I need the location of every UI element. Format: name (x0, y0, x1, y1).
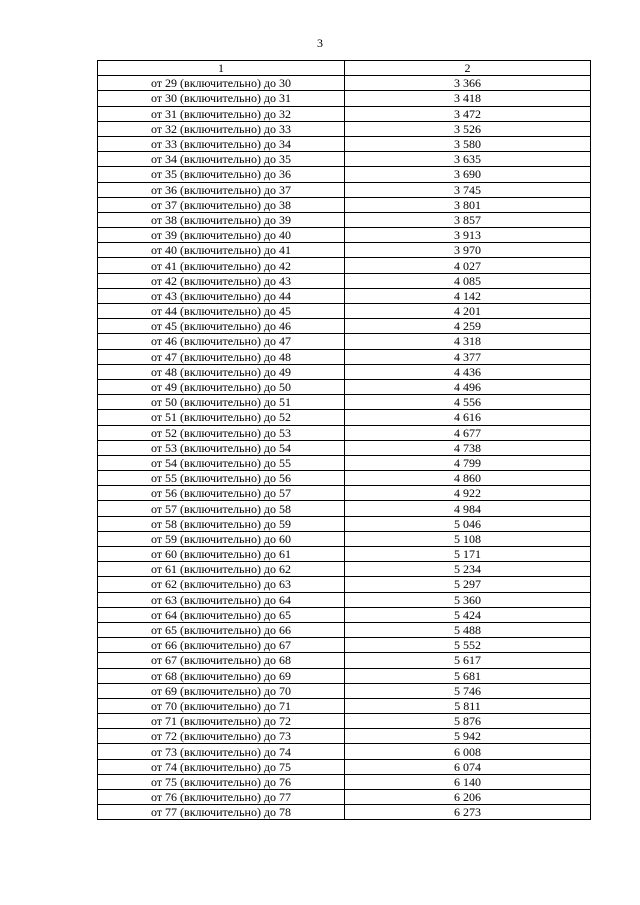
data-table (97, 60, 591, 820)
value-cell: 3 745 (345, 182, 591, 197)
table-row (98, 683, 591, 698)
value-cell: 3 526 (345, 121, 591, 136)
value-cell: 4 860 (345, 471, 591, 486)
range-cell: от 53 (включительно) до 54 (98, 440, 345, 455)
table-body (98, 61, 591, 820)
value-cell: 5 617 (345, 653, 591, 668)
column-header-1: 1 (98, 61, 345, 76)
table-row (98, 106, 591, 121)
range-cell: от 29 (включительно) до 30 (98, 76, 345, 91)
range-cell: от 58 (включительно) до 59 (98, 516, 345, 531)
value-cell: 3 472 (345, 106, 591, 121)
range-cell: от 61 (включительно) до 62 (98, 562, 345, 577)
range-cell: от 42 (включительно) до 43 (98, 273, 345, 288)
value-cell: 3 801 (345, 197, 591, 212)
value-cell: 4 259 (345, 319, 591, 334)
table-row (98, 744, 591, 759)
value-cell: 4 616 (345, 410, 591, 425)
range-cell: от 33 (включительно) до 34 (98, 136, 345, 151)
table-row (98, 759, 591, 774)
range-cell: от 70 (включительно) до 71 (98, 698, 345, 713)
value-cell: 5 488 (345, 622, 591, 637)
table-row (98, 729, 591, 744)
range-cell: от 60 (включительно) до 61 (98, 547, 345, 562)
range-cell: от 41 (включительно) до 42 (98, 258, 345, 273)
value-cell: 4 201 (345, 304, 591, 319)
page-number: 3 (317, 36, 323, 50)
value-cell: 5 811 (345, 698, 591, 713)
table-row (98, 805, 591, 820)
value-cell: 4 738 (345, 440, 591, 455)
range-cell: от 45 (включительно) до 46 (98, 319, 345, 334)
table-row (98, 516, 591, 531)
value-cell: 6 008 (345, 744, 591, 759)
range-cell: от 38 (включительно) до 39 (98, 212, 345, 227)
range-cell: от 35 (включительно) до 36 (98, 167, 345, 182)
table-row (98, 364, 591, 379)
table-row (98, 121, 591, 136)
range-cell: от 76 (включительно) до 77 (98, 790, 345, 805)
table-row (98, 531, 591, 546)
table-row (98, 471, 591, 486)
range-cell: от 74 (включительно) до 75 (98, 759, 345, 774)
value-cell: 4 377 (345, 349, 591, 364)
value-cell: 4 556 (345, 395, 591, 410)
value-cell: 6 206 (345, 790, 591, 805)
table-row (98, 501, 591, 516)
table-row (98, 668, 591, 683)
range-cell: от 67 (включительно) до 68 (98, 653, 345, 668)
value-cell: 5 424 (345, 607, 591, 622)
value-cell: 4 496 (345, 379, 591, 394)
table-row (98, 212, 591, 227)
table-row (98, 258, 591, 273)
range-cell: от 54 (включительно) до 55 (98, 455, 345, 470)
value-cell: 5 552 (345, 638, 591, 653)
range-cell: от 73 (включительно) до 74 (98, 744, 345, 759)
value-cell: 4 318 (345, 334, 591, 349)
table-row (98, 440, 591, 455)
table-row (98, 547, 591, 562)
range-cell: от 31 (включительно) до 32 (98, 106, 345, 121)
range-cell: от 40 (включительно) до 41 (98, 243, 345, 258)
table-row (98, 334, 591, 349)
range-cell: от 63 (включительно) до 64 (98, 592, 345, 607)
range-cell: от 48 (включительно) до 49 (98, 364, 345, 379)
range-cell: от 43 (включительно) до 44 (98, 288, 345, 303)
table-row (98, 167, 591, 182)
value-cell: 5 046 (345, 516, 591, 531)
table-row (98, 273, 591, 288)
table-row (98, 653, 591, 668)
value-cell: 5 746 (345, 683, 591, 698)
value-cell: 5 360 (345, 592, 591, 607)
table-row (98, 790, 591, 805)
table-row (98, 152, 591, 167)
range-cell: от 36 (включительно) до 37 (98, 182, 345, 197)
table-row (98, 243, 591, 258)
table-row (98, 425, 591, 440)
value-cell: 5 234 (345, 562, 591, 577)
value-cell: 4 142 (345, 288, 591, 303)
value-cell: 4 799 (345, 455, 591, 470)
table-row (98, 304, 591, 319)
table-row (98, 455, 591, 470)
table-row (98, 774, 591, 789)
table-row (98, 607, 591, 622)
range-cell: от 39 (включительно) до 40 (98, 228, 345, 243)
range-cell: от 46 (включительно) до 47 (98, 334, 345, 349)
value-cell: 3 418 (345, 91, 591, 106)
range-cell: от 72 (включительно) до 73 (98, 729, 345, 744)
range-cell: от 57 (включительно) до 58 (98, 501, 345, 516)
value-cell: 4 027 (345, 258, 591, 273)
table-row (98, 182, 591, 197)
range-cell: от 56 (включительно) до 57 (98, 486, 345, 501)
value-cell: 4 085 (345, 273, 591, 288)
table-row (98, 410, 591, 425)
value-cell: 5 297 (345, 577, 591, 592)
range-cell: от 66 (включительно) до 67 (98, 638, 345, 653)
value-cell: 5 108 (345, 531, 591, 546)
range-cell: от 65 (включительно) до 66 (98, 622, 345, 637)
table-row (98, 197, 591, 212)
table-row (98, 486, 591, 501)
range-cell: от 75 (включительно) до 76 (98, 774, 345, 789)
value-cell: 3 635 (345, 152, 591, 167)
value-cell: 3 366 (345, 76, 591, 91)
table-row (98, 319, 591, 334)
table-row (98, 592, 591, 607)
value-cell: 6 273 (345, 805, 591, 820)
value-cell: 6 140 (345, 774, 591, 789)
table-row (98, 91, 591, 106)
value-cell: 5 171 (345, 547, 591, 562)
value-cell: 3 580 (345, 136, 591, 151)
table-row (98, 714, 591, 729)
value-cell: 3 970 (345, 243, 591, 258)
table-row (98, 228, 591, 243)
range-cell: от 62 (включительно) до 63 (98, 577, 345, 592)
range-cell: от 34 (включительно) до 35 (98, 152, 345, 167)
value-cell: 4 436 (345, 364, 591, 379)
range-cell: от 64 (включительно) до 65 (98, 607, 345, 622)
table-row (98, 562, 591, 577)
value-cell: 5 876 (345, 714, 591, 729)
range-cell: от 50 (включительно) до 51 (98, 395, 345, 410)
range-cell: от 44 (включительно) до 45 (98, 304, 345, 319)
value-cell: 3 857 (345, 212, 591, 227)
value-cell: 3 690 (345, 167, 591, 182)
range-cell: от 30 (включительно) до 31 (98, 91, 345, 106)
table-row (98, 76, 591, 91)
value-cell: 5 942 (345, 729, 591, 744)
value-cell: 4 677 (345, 425, 591, 440)
range-cell: от 49 (включительно) до 50 (98, 379, 345, 394)
range-cell: от 32 (включительно) до 33 (98, 121, 345, 136)
table-row (98, 288, 591, 303)
table-row (98, 638, 591, 653)
table-row (98, 349, 591, 364)
value-cell: 3 913 (345, 228, 591, 243)
range-cell: от 52 (включительно) до 53 (98, 425, 345, 440)
column-header-2: 2 (345, 61, 591, 76)
range-cell: от 69 (включительно) до 70 (98, 683, 345, 698)
range-cell: от 77 (включительно) до 78 (98, 805, 345, 820)
range-cell: от 51 (включительно) до 52 (98, 410, 345, 425)
value-cell: 5 681 (345, 668, 591, 683)
range-cell: от 68 (включительно) до 69 (98, 668, 345, 683)
table-row (98, 622, 591, 637)
value-cell: 4 984 (345, 501, 591, 516)
range-cell: от 59 (включительно) до 60 (98, 531, 345, 546)
table-row (98, 395, 591, 410)
value-cell: 4 922 (345, 486, 591, 501)
range-cell: от 47 (включительно) до 48 (98, 349, 345, 364)
table-row (98, 136, 591, 151)
table-row (98, 379, 591, 394)
range-cell: от 71 (включительно) до 72 (98, 714, 345, 729)
range-cell: от 55 (включительно) до 56 (98, 471, 345, 486)
table-header-row (98, 61, 591, 76)
table-row (98, 698, 591, 713)
range-cell: от 37 (включительно) до 38 (98, 197, 345, 212)
value-cell: 6 074 (345, 759, 591, 774)
table-row (98, 577, 591, 592)
